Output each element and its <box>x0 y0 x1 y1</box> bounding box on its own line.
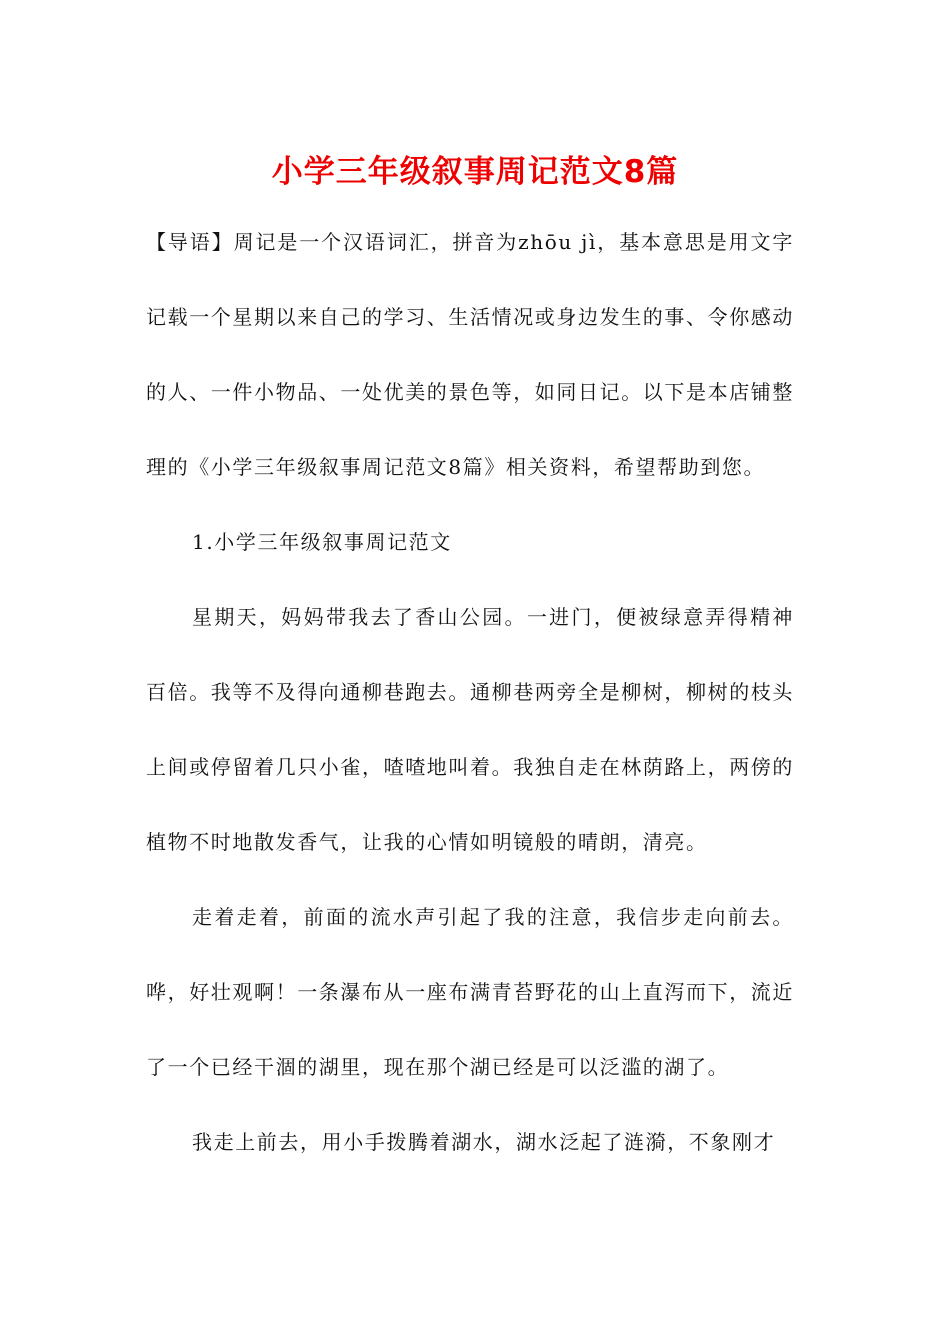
body-paragraph: 走着走着，前面的流水声引起了我的注意，我信步走向前去。哗，好壮观啊！一条瀑布从一座布满青苔野花的山上直泻而下，流近了一个已经干涸的湖里，现在那个湖已经是可以泛滥的湖了。 <box>146 905 794 1079</box>
document-body <box>146 205 794 1180</box>
section-heading: 1.小学三年级叙事周记范文 <box>192 530 452 554</box>
body-paragraph: 星期天，妈妈带我去了香山公园。一进门，便被绿意弄得精神百倍。我等不及得向通柳巷跑去。通柳巷两旁全是柳树，柳树的枝头上间或停留着几只小雀，喳喳地叫着。我独自走在林荫路上，两傍的植物不时地散发香气，让我的心情如明镜般的晴朗，清亮。 <box>146 605 794 854</box>
body-paragraph: 我走上前去，用小手拨腾着湖水，湖水泛起了涟漪，不象刚才 <box>192 1130 776 1154</box>
lead-paragraph: 【导语】周记是一个汉语词汇，拼音为zhōu jì，基本意思是用文字记载一个星期以来自己的学习、生活情况或身边发生的事、令你感动的人、一件小物品、一处优美的景色等，如同日记。以下是本店铺整理的《小学三年级叙事周记范文8篇》相关资料，希望帮助到您。 <box>146 230 794 479</box>
page-title: 小学三年级叙事周记范文8篇 <box>271 154 679 190</box>
